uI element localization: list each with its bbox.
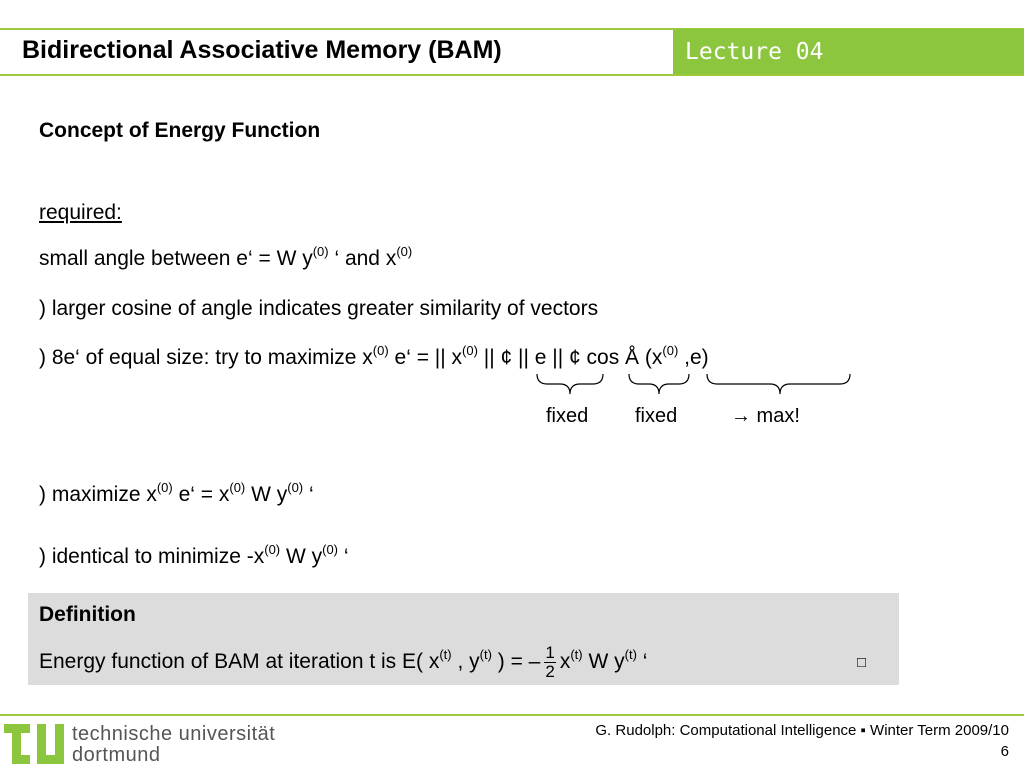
brace-label-fixed-2: fixed xyxy=(635,405,678,427)
superscript: (0) xyxy=(287,480,304,495)
brace-fixed-2 xyxy=(629,374,689,394)
fraction-denominator: 2 xyxy=(545,661,555,681)
slide-title: Bidirectional Associative Memory (BAM) xyxy=(22,36,502,64)
text: e‘ = || x xyxy=(388,346,463,369)
superscript: (t) xyxy=(479,647,492,662)
superscript: (0) xyxy=(312,244,329,259)
footer-credit: G. Rudolph: Computational Intelligence ▪ Winter Term 2009/10 xyxy=(595,722,1009,739)
required-label: required: xyxy=(39,201,122,224)
text: W y xyxy=(245,483,288,506)
superscript: (0) xyxy=(156,480,173,495)
qed-mark: □ xyxy=(857,654,867,671)
university-line-1: technische universität xyxy=(72,723,276,745)
text: ) maximize x xyxy=(39,483,157,506)
text: ‘ and x xyxy=(328,247,397,270)
text: ) identical to minimize -x xyxy=(39,545,265,568)
header-bottom-rule xyxy=(0,74,1024,76)
lecture-label: Lecture 04 xyxy=(685,39,824,65)
text: || ¢ || e || ¢ cos Å (x xyxy=(477,346,663,369)
text: W y xyxy=(280,545,323,568)
university-name xyxy=(72,724,275,766)
maximize-line xyxy=(39,480,314,507)
text: small angle between e‘ = W y xyxy=(39,247,313,270)
tu-logo-icon xyxy=(4,720,66,768)
text: ‘ xyxy=(303,483,314,506)
brace-max xyxy=(707,374,850,394)
required-line-1 xyxy=(39,244,413,271)
page-number: 6 xyxy=(1000,743,1009,760)
university-line-2: dortmund xyxy=(72,744,161,766)
superscript: (t) xyxy=(624,647,637,662)
fraction-numerator: 1 xyxy=(545,642,555,662)
footer-rule xyxy=(0,714,1024,716)
superscript: (0) xyxy=(322,542,339,557)
definition-heading: Definition xyxy=(39,603,136,626)
required-line-2: ) larger cosine of angle indicates greater similarity of vectors xyxy=(39,297,599,320)
underbraces xyxy=(530,370,860,400)
text: ) 8e‘ of equal size: try to maximize x xyxy=(39,346,373,369)
text: ‘ xyxy=(338,545,349,568)
brace-label-max: → max! xyxy=(731,405,800,427)
brace-label-fixed-1: fixed xyxy=(546,405,589,427)
minimize-line xyxy=(39,542,349,569)
required-line-3 xyxy=(39,343,709,370)
text: W y xyxy=(582,650,625,673)
superscript: (t) xyxy=(570,647,583,662)
text: e‘ = x xyxy=(172,483,230,506)
superscript: (0) xyxy=(229,480,246,495)
superscript: (t) xyxy=(439,647,452,662)
superscript: (0) xyxy=(662,343,679,358)
superscript: (0) xyxy=(396,244,413,259)
fraction-one-half xyxy=(544,644,555,681)
text: Energy function of BAM at iteration t is E( x xyxy=(39,650,440,673)
superscript: (0) xyxy=(462,343,478,358)
section-title: Concept of Energy Function xyxy=(39,119,321,142)
superscript: (0) xyxy=(264,542,281,557)
text: ,e) xyxy=(678,346,709,369)
superscript: (0) xyxy=(372,343,389,358)
text: ) = – xyxy=(491,650,541,673)
text: , y xyxy=(451,650,480,673)
brace-fixed-1 xyxy=(537,374,603,394)
definition-text xyxy=(39,642,647,682)
text: x xyxy=(559,650,571,673)
text: ‘ xyxy=(636,650,648,673)
